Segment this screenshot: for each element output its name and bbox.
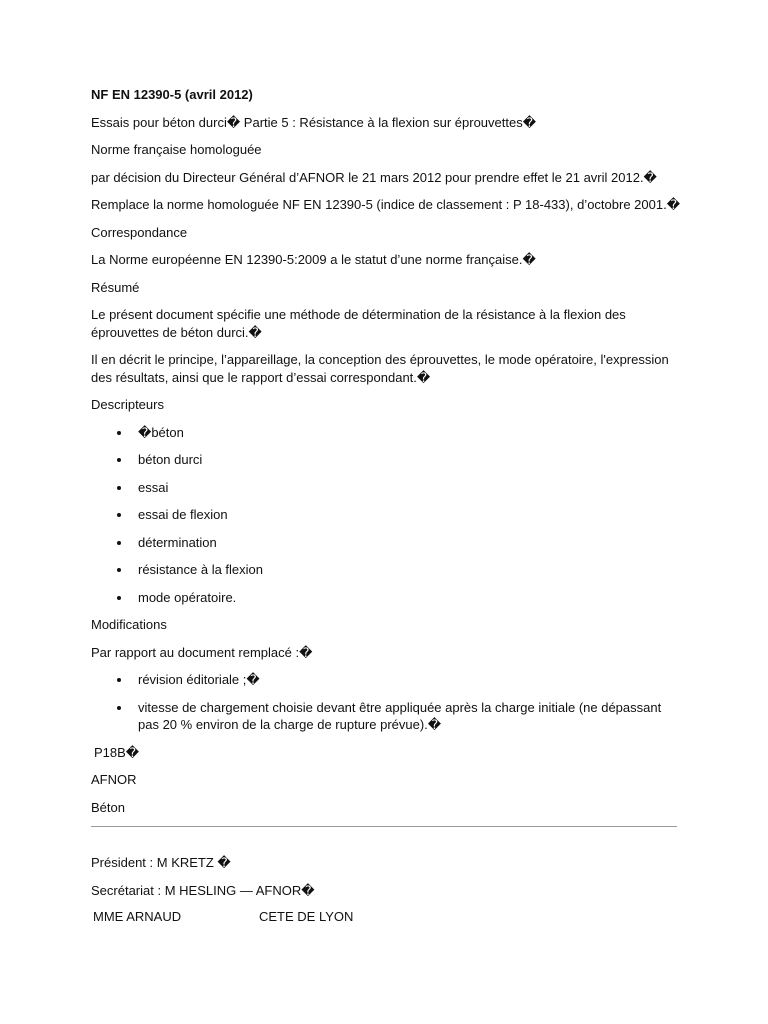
bullet-icon <box>117 513 121 517</box>
committee-name: Béton <box>91 799 125 815</box>
bullet-icon <box>117 431 121 435</box>
replaces-line: Remplace la norme homologuée NF EN 12390-5 (indice de classement : P 18-433), d’octobre 2001.� <box>91 197 681 212</box>
list-item <box>138 451 681 469</box>
document-title: NF EN 12390-5 (avril 2012) <box>91 87 253 102</box>
decision-line: par décision du Directeur Général d’AFNOR le 21 mars 2012 pour prendre effet le 21 avril 2012.� <box>91 169 657 185</box>
bullet-icon <box>117 568 121 572</box>
committee-code: P18B� <box>94 744 140 760</box>
descripteur-text: mode opératoire. <box>138 589 237 605</box>
divider <box>91 826 677 827</box>
descripteur-text: essai de flexion <box>138 507 228 522</box>
descripteur-text: résistance à la flexion <box>138 562 264 577</box>
list-item <box>138 424 681 442</box>
descripteurs-heading: Descripteurs <box>91 397 164 412</box>
descripteur-text: �béton <box>138 424 184 440</box>
list-item <box>138 589 681 607</box>
modification-text: vitesse de chargement choisie devant être appliquée après la charge initiale (ne dépassant pas 20 % environ de la charge de rupture prévue).� <box>138 699 662 732</box>
bullet-icon <box>117 458 121 462</box>
descripteur-text: béton durci <box>138 452 203 467</box>
member-name: MME ARNAUD <box>93 909 182 924</box>
member-organization: CETE DE LYON <box>259 909 354 924</box>
resume-heading: Résumé <box>91 279 140 295</box>
bullet-icon <box>117 706 121 710</box>
descripteurs-list <box>91 424 681 607</box>
modifications-list <box>91 671 681 734</box>
bullet-icon <box>117 678 121 682</box>
resume-paragraph-1: Le présent document spécifie une méthode de détermination de la résistance à la flexion des éprouvettes de béton durci.� <box>91 307 626 340</box>
modifications-heading: Modifications <box>91 617 167 632</box>
resume-paragraph-2: Il en décrit le principe, l’appareillage, la conception des éprouvettes, le mode opératoire, l'expression des résultats, ainsi que le rapport d’essai correspondant.� <box>91 352 669 385</box>
list-item <box>138 671 681 689</box>
correspondance-text: La Norme européenne EN 12390-5:2009 a le statut d’une norme française.� <box>91 252 536 267</box>
president-line: Président : M KRETZ � <box>91 855 231 870</box>
document-body <box>91 86 681 924</box>
list-item <box>138 534 681 552</box>
list-item <box>138 561 681 579</box>
bullet-icon <box>117 596 121 600</box>
member-row <box>91 909 681 924</box>
descripteur-text: détermination <box>138 534 217 550</box>
secretariat-line: Secrétariat : M HESLING — AFNOR� <box>91 882 315 898</box>
modifications-intro: Par rapport au document remplacé :� <box>91 644 313 660</box>
correspondance-heading: Correspondance <box>91 224 188 240</box>
descripteur-text: essai <box>138 479 169 495</box>
list-item <box>138 506 681 524</box>
modification-text: révision éditoriale ;� <box>138 672 260 687</box>
list-item <box>138 699 681 734</box>
list-item <box>138 479 681 497</box>
bullet-icon <box>117 541 121 545</box>
status-line: Norme française homologuée <box>91 142 262 157</box>
organization: AFNOR <box>91 772 137 787</box>
document-subtitle: Essais pour béton durci� Partie 5 : Résistance à la flexion sur éprouvettes� <box>91 114 537 130</box>
bullet-icon <box>117 486 121 490</box>
